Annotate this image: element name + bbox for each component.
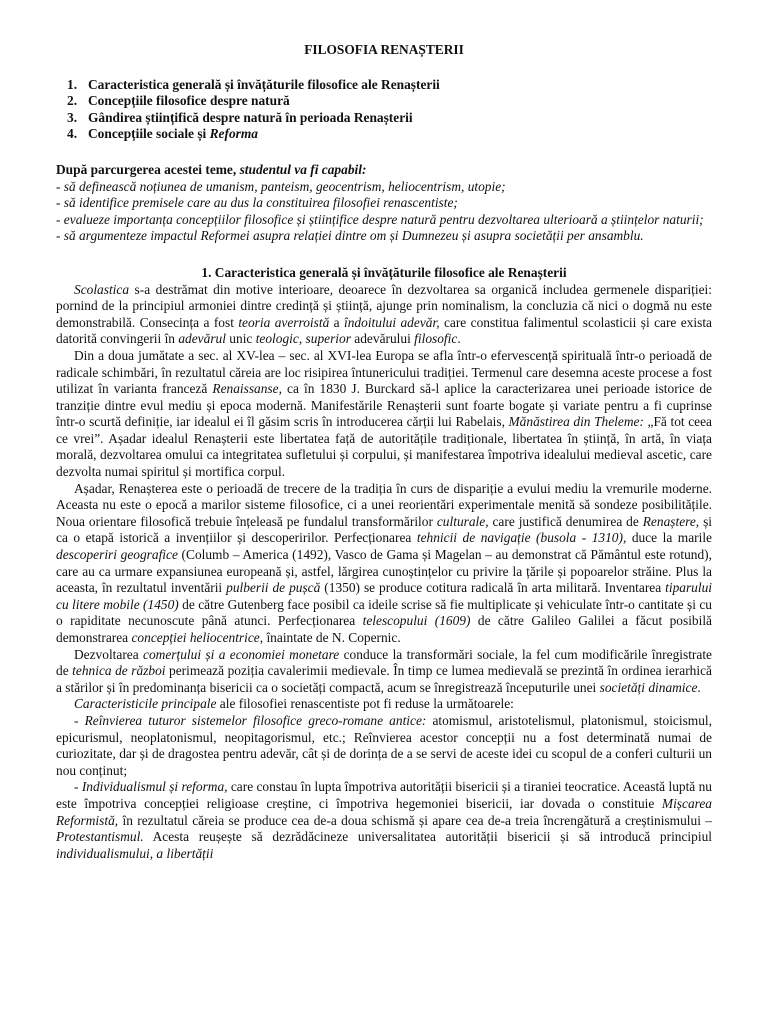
text: adevărului [350, 331, 415, 347]
text: și ca o etapă istorică a invențiilor și descoperirilor. Perfecționarea [56, 513, 713, 546]
toc-item [56, 77, 712, 94]
objectives-list [56, 179, 712, 245]
document-title: FILOSOFIA RENAȘTERII [304, 42, 464, 57]
text: duce la marile [626, 530, 712, 546]
emphasis: Mănăstirea din Theleme: [508, 414, 644, 430]
paragraph-renastere-origins [56, 348, 712, 481]
paragraph-individualism [56, 779, 712, 862]
text: de către Gutenberg face posibil ca ideile scrise să fie multiplicate și vehiculate într-o cantitate și cu o rapiditate necunoscute până atunci. Perfecționarea [56, 596, 712, 629]
paragraph-commerce [56, 647, 712, 697]
emphasis: filosofic [414, 331, 458, 347]
emphasis: tehnica de război [72, 663, 166, 679]
objectives-heading [56, 162, 712, 179]
emphasis: îndoitului adevăr, [344, 314, 440, 330]
objective-item: - să identifice premisele care au dus la constituirea filosofiei renascentiste; [56, 195, 458, 211]
table-of-contents [56, 77, 712, 143]
text: care constau în lupta împotriva autorității bisericii și a tiraniei teocratice. Această luptă nu este împotriva concepției religioase creștine, ci împotriva hegemoniei bisericii, iar dovada o constituie [56, 779, 712, 811]
text: Dezvoltarea [74, 646, 144, 662]
emphasis: Mișcarea Reformistă, [56, 795, 712, 828]
text: înaintate de N. Copernic. [263, 630, 401, 645]
objective-item: - evalueze importanța concepțiilor filosofice și științifice despre natură pentru dezvoltarea ulterioară a științelor naturii; [56, 211, 704, 227]
paragraph-revival [56, 713, 712, 779]
text: - [74, 779, 82, 795]
toc-text-emphasis: Reforma [209, 126, 258, 142]
text: . [697, 679, 701, 695]
objectives-heading-text: După parcurgerea acestei teme, [56, 161, 240, 177]
emphasis: individualismului, a libertății [56, 845, 214, 861]
text: atomismul, aristotelismul, platonismul, stoicismul, epicurismul, neoplatonismul, neopitagorismul, etc.; Reînvierea acestor concepții nu a fost determinată numai de curiozitate, dar și de dragostea pentru adevăr, cât și de dorința de a se servi de aceste idei cu scopul de a conferi culturii un nou conținut; [56, 712, 712, 778]
text: , [298, 331, 306, 347]
text: (Columb – America (1492), Vasco de Gama și Magelan – au demonstrat că Pământul este rotund), care au ca urmare expansiunea europeană și, astfel, lărgirea cunoștințelor cu privire la țările și popoarelor străine. Plus la aceasta, în rezultatul inventării [56, 547, 712, 596]
toc-text: Gândirea științifică despre natură în perioada Renașterii [88, 109, 413, 125]
text: Din a doua jumătate a sec. al XV-lea – sec. al XVI-lea Europa se afla într-o efervescență spirituală într-o perioadă de radicale schimbări, în rezultatul căreia are loc risipirea întunericului tradiției. Termenul care desemna aceste procese a fost utilizat în varianta franceză [56, 347, 712, 397]
toc-text: Concepțiile sociale și [88, 126, 210, 142]
text: s-a destrămat din motive interioare, deoarece în dezvoltarea sa organică includea germenele dispariției: pornind de la principiul armoniei dintre credință și știință, ajunge prin nominalism, la concluzia că nici o dogmă nu este demonstrabilă. Consecința a fost [56, 281, 712, 330]
emphasis: Caracteristicile principale [74, 696, 217, 712]
emphasis: superior [305, 331, 351, 347]
text: perimează poziția cavalerimii medievale. În timp ce lumea medievală se prezintă în ordinea ierarhică a stărilor și în predominanța bisericii ca o societăți compactă, acum se înregistrează începuturile unei [56, 663, 712, 695]
emphasis: Reînvierea tuturor sistemelor filosofice greco-romane antice: [84, 712, 427, 728]
text: de către Galileo Galilei a făcut posibilă demonstrarea [56, 613, 712, 645]
emphasis: teoria averroistă [238, 314, 330, 330]
text: care justifică denumirea de [488, 513, 643, 529]
text: . [457, 331, 461, 347]
toc-text: Concepțiile filosofice despre natură [88, 93, 290, 109]
objective-item: - să argumenteze impactul Reformei asupra relației dintre om și Dumnezeu și asupra societății per ansamblu. [56, 228, 644, 244]
emphasis: Scolastica [74, 281, 130, 297]
emphasis: tiparului cu litere mobile (1450) [56, 580, 712, 612]
emphasis: societăți dinamice [599, 679, 698, 695]
text: ca în 1830 J. Burckard să-l aplice la caracterizarea unei perioade istorice de tranziție dintre evul mediu și epoca modernă. Manifestările Renașterii sunt foarte bogate și variate pentru a fi cuprinse într-o scurtă definiție, iar idealul ei îl găsim scris în introducerea cărții lui Rabelais, [56, 381, 712, 430]
paragraph-transition [56, 481, 712, 647]
text: - [74, 712, 85, 728]
text: Acesta reușește să dezrădăcineze universalitatea autorității bisericii și să introducă principiul [143, 829, 712, 845]
text: în rezultatul căreia se produce cea de-a doua schismă și apare cea de-a treia încrengătură a creștinismului – [118, 812, 712, 828]
toc-number: 2. [67, 93, 78, 109]
toc-number: 1. [67, 76, 78, 92]
toc-number: 4. [67, 126, 78, 142]
section-title: 1. Caracteristica generală și învățăturile filosofice ale Renașterii [201, 264, 567, 280]
emphasis: telescopului (1609) [362, 613, 471, 629]
emphasis: Protestantismul. [56, 829, 144, 845]
emphasis: concepției heliocentrice, [131, 630, 264, 645]
emphasis: Renaissanse, [212, 381, 282, 397]
paragraph-scolastica [56, 282, 712, 348]
toc-item [56, 110, 712, 127]
paragraph-characteristics [56, 696, 712, 713]
emphasis: descoperiri geografice [56, 547, 178, 563]
text: care constitua falimentul scolasticii și care exista datorită convingerii în [56, 314, 712, 347]
emphasis: Individualismul și reforma, [81, 779, 228, 795]
text: Așadar, Renașterea este o perioadă de trecere de la tradiția în curs de dispariție a evului mediu la vremurile moderne. Aceasta nu este o epocă a marilor sisteme filosofice, ci a unei reorientări experimentale menită să sondeze posibilitățile. Noua orientare filosofică trebuie înțeleasă pe fundalul transformărilor [56, 480, 712, 529]
text: conduce la transformări sociale, la fel cum modificările înregistrate de [56, 646, 713, 679]
emphasis: culturale, [436, 513, 489, 529]
toc-item [56, 93, 712, 110]
objectives-heading-emphasis: studentul va fi capabil: [239, 161, 367, 177]
emphasis: adevărul [178, 331, 226, 347]
emphasis: comerțului și a economiei monetare [143, 646, 340, 662]
emphasis: teologic [255, 331, 299, 347]
text: a [329, 314, 345, 330]
toc-text: Caracteristica generală și învățăturile filosofice ale Renașterii [88, 76, 440, 92]
emphasis: tehnicii de navigație (busola - 1310), [416, 530, 627, 546]
text: (1350) se produce cotitura radicală în arta militară. Inventarea [320, 580, 666, 596]
objective-item: - să definească noțiunea de umanism, panteism, geocentrism, heliocentrism, utopie; [56, 178, 506, 194]
emphasis: Renaștere, [642, 513, 700, 529]
text: ale filosofiei renascentiste pot fi reduse la următoarele: [216, 696, 514, 712]
emphasis: pulberii de pușcă [226, 580, 321, 596]
toc-item [56, 126, 712, 143]
toc-number: 3. [67, 109, 78, 125]
text: unic [225, 331, 256, 347]
text: „Fă tot ceea ce vrei”. Așadar idealul Renașterii este libertatea față de autoritățile tradiționale, libertatea în știință, în artă, în viața morală, dezvoltarea omului ca integritatea sufletului și corpului, și manifestarea împotriva idealului medieval ascetic, care dezvolta numai spiritul și mortifica corpul. [56, 414, 712, 480]
